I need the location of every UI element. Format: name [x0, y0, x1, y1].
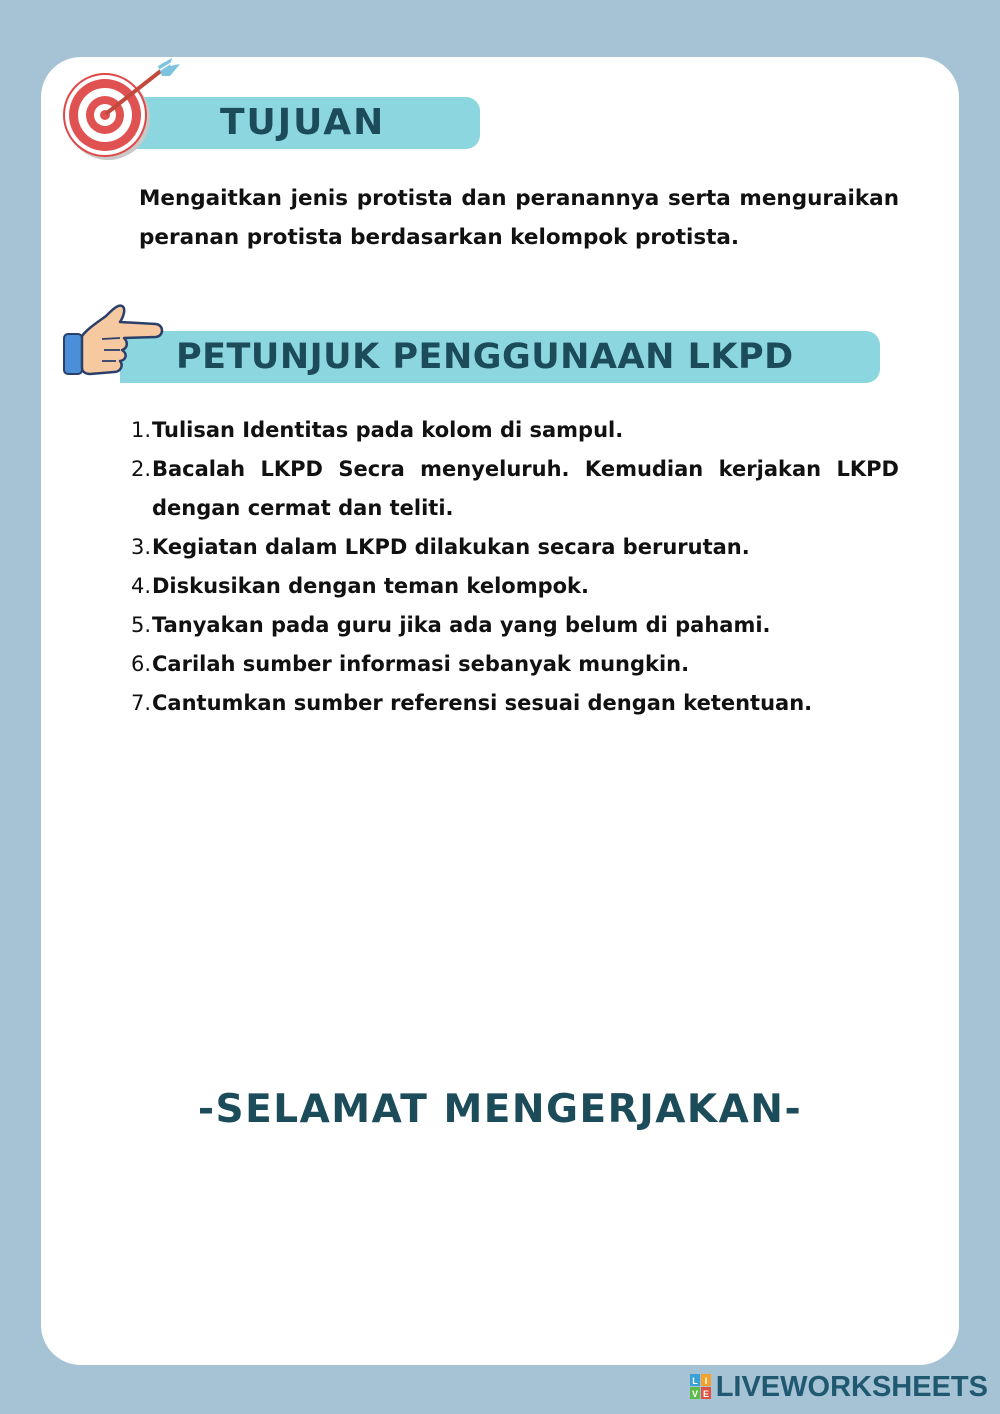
item-text: Tulisan Identitas pada kolom di sampul.	[152, 418, 624, 442]
tujuan-heading: TUJUAN	[220, 102, 386, 143]
target-dart-icon	[58, 56, 188, 166]
list-item	[123, 450, 899, 528]
liveworksheets-mark-icon	[690, 1374, 712, 1400]
brand-name: LIVEWORKSHEETS	[715, 1371, 988, 1403]
svg-text:I: I	[704, 1376, 707, 1386]
item-text: Bacalah LKPD Secra menyeluruh. Kemudian kerjakan LKPD dengan cermat dan teliti.	[152, 457, 899, 520]
item-text: Cantumkan sumber referensi sesuai dengan ketentuan.	[152, 691, 813, 715]
list-item	[123, 411, 899, 450]
item-text: Kegiatan dalam LKPD dilakukan secara berurutan.	[152, 535, 750, 559]
list-item	[123, 606, 899, 645]
item-number: 2.	[130, 457, 151, 481]
item-text: Tanyakan pada guru jika ada yang belum di pahami.	[152, 613, 771, 637]
item-text: Diskusikan dengan teman kelompok.	[152, 574, 589, 598]
list-item	[123, 567, 899, 606]
item-number: 3.	[130, 535, 151, 559]
svg-text:E: E	[702, 1389, 709, 1399]
item-number: 4.	[130, 574, 151, 598]
petunjuk-heading: PETUNJUK PENGGUNAAN LKPD	[176, 337, 794, 377]
svg-text:V: V	[691, 1389, 698, 1399]
liveworksheets-logo[interactable]	[690, 1372, 988, 1402]
item-number: 6.	[130, 652, 151, 676]
item-number: 1.	[130, 418, 151, 442]
item-text: Carilah sumber informasi sebanyak mungkin.	[152, 652, 690, 676]
pointing-hand-icon	[58, 298, 168, 390]
svg-text:L: L	[691, 1376, 698, 1386]
list-item	[123, 684, 899, 723]
list-item	[123, 645, 899, 684]
instruction-list	[123, 411, 899, 723]
item-number: 5.	[130, 613, 151, 637]
tujuan-text: Mengaitkan jenis protista dan peranannya serta menguraikan peranan protista berdasarkan kelompok protista.	[139, 186, 899, 250]
item-number: 7.	[130, 691, 151, 715]
list-item	[123, 528, 899, 567]
closing-message: -SELAMAT MENGERJAKAN-	[197, 1087, 803, 1132]
